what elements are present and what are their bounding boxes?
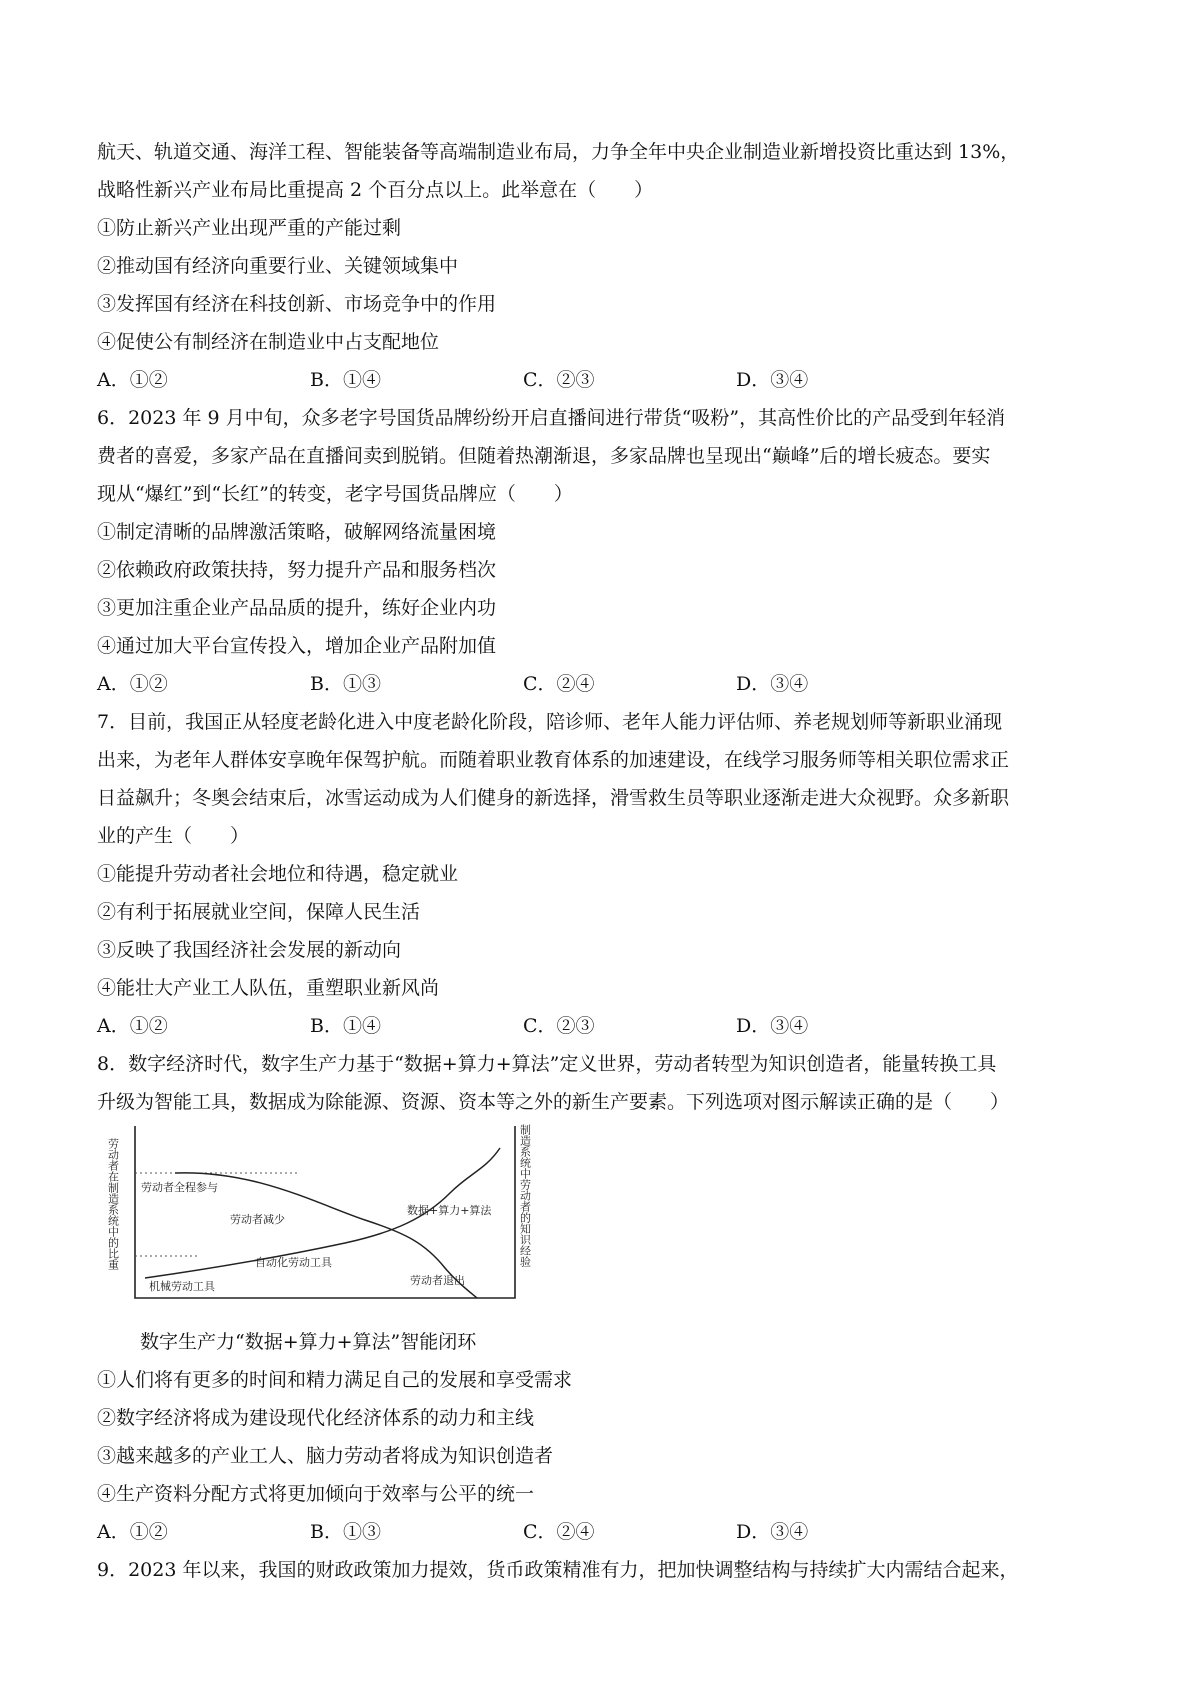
q5-item-3: ③发挥国有经济在科技创新、市场竞争中的作用 <box>97 293 497 315</box>
q8-item-4: ④生产资料分配方式将更加倾向于效率与公平的统一 <box>97 1483 535 1505</box>
q7-stem-line4: 业的产生（ ） <box>97 825 250 847</box>
label-full-participation: 劳动者全程参与 <box>141 1181 218 1194</box>
label-data-compute: 数据+算力+算法 <box>407 1204 492 1217</box>
q5-stem-line2: 战略性新兴产业布局比重提高 2 个百分点以上。此举意在（ ） <box>97 179 654 201</box>
q6-stem-line2: 费者的喜爱，多家产品在直播间卖到脱销。但随着热潮渐退，多家品牌也呈现出“巅峰”后的增长疲态。要实 <box>97 445 991 467</box>
q7-item-1: ①能提升劳动者社会地位和待遇，稳定就业 <box>97 863 459 885</box>
q5-option-a: A．①② <box>97 369 168 391</box>
q5-item-4: ④促使公有制经济在制造业中占支配地位 <box>97 331 440 353</box>
q9-stem-line1: 9．2023 年以来，我国的财政政策加力提效，货币政策精准有力，把加快调整结构与持续扩大内需结合起来， <box>97 1559 1019 1581</box>
q8-option-b: B．①③ <box>310 1521 381 1543</box>
q8-option-d: D．③④ <box>736 1521 809 1543</box>
q6-stem-line3: 现从“爆红”到“长红”的转变，老字号国货品牌应（ ） <box>97 483 573 505</box>
q5-option-b: B．①④ <box>310 369 381 391</box>
q8-option-a: A．①② <box>97 1521 168 1543</box>
q7-item-3: ③反映了我国经济社会发展的新动向 <box>97 939 402 961</box>
q6-item-1: ①制定清晰的品牌激活策略，破解网络流量困境 <box>97 521 497 543</box>
label-automation-tools: 自动化劳动工具 <box>255 1256 332 1269</box>
q8-item-1: ①人们将有更多的时间和精力满足自己的发展和享受需求 <box>97 1369 573 1391</box>
q5-item-2: ②推动国有经济向重要行业、关键领域集中 <box>97 255 459 277</box>
q8-stem-line1: 8．数字经济时代，数字生产力基于“数据+算力+算法”定义世界，劳动者转型为知识创造者，能量转换工具 <box>97 1053 997 1075</box>
q7-option-a: A．①② <box>97 1015 168 1037</box>
q5-item-1: ①防止新兴产业出现严重的产能过剩 <box>97 217 402 239</box>
label-mechanical-tools: 机械劳动工具 <box>149 1280 215 1293</box>
q8-figure-caption: 数字生产力“数据+算力+算法”智能闭环 <box>140 1331 477 1353</box>
q7-stem-line3: 日益飙升；冬奥会结束后，冰雪运动成为人们健身的新选择，滑雪救生员等职业逐渐走进大众视野。众多新职 <box>97 787 1010 809</box>
q8-item-3: ③越来越多的产业工人、脑力劳动者将成为知识创造者 <box>97 1445 554 1467</box>
q6-item-4: ④通过加大平台宣传投入，增加企业产品附加值 <box>97 635 497 657</box>
q7-option-b: B．①④ <box>310 1015 381 1037</box>
q6-option-c: C．②④ <box>523 673 595 695</box>
q8-stem-line2: 升级为智能工具，数据成为除能源、资源、资本等之外的新生产要素。下列选项对图示解读正确的是（ ） <box>97 1091 1010 1113</box>
q6-option-b: B．①③ <box>310 673 381 695</box>
q8-figure <box>105 1118 545 1318</box>
label-workers-decrease: 劳动者减少 <box>230 1213 285 1226</box>
label-workers-exit: 劳动者退出 <box>410 1274 465 1287</box>
q6-option-d: D．③④ <box>736 673 809 695</box>
q6-item-2: ②依赖政府政策扶持，努力提升产品和服务档次 <box>97 559 497 581</box>
q5-stem-line1: 航天、轨道交通、海洋工程、智能装备等高端制造业布局，力争全年中央企业制造业新增投资比重达到 13%， <box>97 141 1020 163</box>
q6-item-3: ③更加注重企业产品品质的提升，练好企业内功 <box>97 597 497 619</box>
q6-option-a: A．①② <box>97 673 168 695</box>
q8-item-2: ②数字经济将成为建设现代化经济体系的动力和主线 <box>97 1407 535 1429</box>
q7-item-2: ②有利于拓展就业空间，保障人民生活 <box>97 901 421 923</box>
left-axis-label: 劳动者在制造系统中的比重 <box>106 1138 120 1270</box>
q7-item-4: ④能壮大产业工人队伍，重塑职业新风尚 <box>97 977 440 999</box>
right-axis-label: 制造系统中劳动者的知识经验 <box>518 1124 532 1267</box>
q8-diagram <box>105 1118 545 1318</box>
q7-stem-line2: 出来，为老年人群体安享晚年保驾护航。而随着职业教育体系的加速建设，在线学习服务师等相关职位需求正 <box>97 749 1010 771</box>
q5-option-d: D．③④ <box>736 369 809 391</box>
q7-option-d: D．③④ <box>736 1015 809 1037</box>
q5-option-c: C．②③ <box>523 369 595 391</box>
q6-stem-line1: 6．2023 年 9 月中旬，众多老字号国货品牌纷纷开启直播间进行带货“吸粉”，其高性价比的产品受到年轻消 <box>97 407 1006 429</box>
q8-option-c: C．②④ <box>523 1521 595 1543</box>
q7-stem-line1: 7．目前，我国正从轻度老龄化进入中度老龄化阶段，陪诊师、老年人能力评估师、养老规划师等新职业涌现 <box>97 711 1003 733</box>
q7-option-c: C．②③ <box>523 1015 595 1037</box>
